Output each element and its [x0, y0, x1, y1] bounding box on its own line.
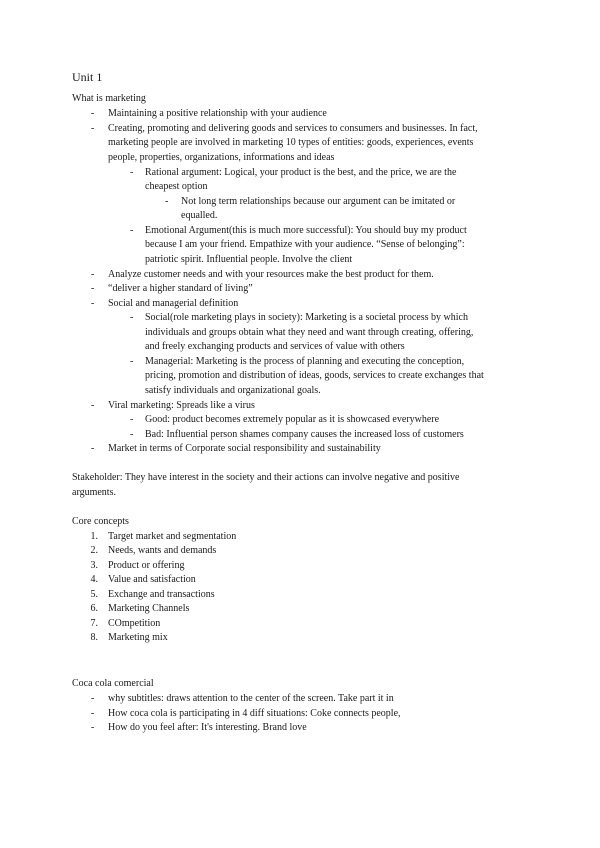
list-item: Exchange and transactions: [108, 589, 215, 600]
list-number: 6.: [90, 603, 98, 614]
bullet-dash: -: [130, 356, 134, 367]
list-item: Value and satisfaction: [108, 574, 196, 585]
list-item: Marketing Channels: [108, 603, 190, 614]
section-heading-what-is-marketing: What is marketing: [72, 93, 146, 104]
bullet-text: How coca cola is participating in 4 diff situations: Coke connects people,: [108, 708, 401, 719]
bullet-dash: -: [91, 283, 95, 294]
page-title: Unit 1: [72, 70, 103, 84]
bullet-dash: -: [165, 196, 169, 207]
bullet-dash: -: [91, 108, 95, 119]
bullet-text: pricing, promotion and distribution of ideas, goods, services to create exchanges that: [145, 370, 484, 381]
bullet-text: Bad: Influential person shames company causes the increased loss of customers: [145, 429, 464, 440]
list-number: 7.: [90, 618, 98, 629]
bullet-dash: -: [130, 414, 134, 425]
bullet-text: Analyze customer needs and with your resources make the best product for them.: [108, 269, 434, 280]
list-item: Target market and segmentation: [108, 531, 237, 542]
bullet-text: How do you feel after: It's interesting. Brand love: [108, 722, 307, 733]
section-heading-core-concepts: Core concepts: [72, 516, 129, 527]
bullet-dash: -: [91, 693, 95, 704]
bullet-text: Maintaining a positive relationship with your audience: [108, 108, 327, 119]
bullet-dash: -: [91, 269, 95, 280]
bullet-text: Market in terms of Corporate social responsibility and sustainability: [108, 443, 381, 454]
bullet-text: and freely exchanging products and services of value with others: [145, 341, 405, 352]
list-number: 3.: [90, 560, 98, 571]
bullet-dash: -: [130, 312, 134, 323]
bullet-text: Social(role marketing plays in society): Marketing is a societal process by which: [145, 312, 468, 323]
bullet-dash: -: [91, 123, 95, 134]
bullet-text: people, properties, organizations, informations and ideas: [108, 152, 335, 163]
bullet-dash: -: [130, 167, 134, 178]
bullet-dash: -: [91, 443, 95, 454]
list-number: 2.: [90, 545, 98, 556]
bullet-dash: -: [130, 429, 134, 440]
bullet-text: Emotional Argument(this is much more successful): You should buy my product: [145, 225, 467, 236]
list-number: 8.: [90, 632, 98, 643]
bullet-text: Social and managerial definition: [108, 298, 239, 309]
paragraph-stakeholder: arguments.: [72, 487, 116, 498]
list-number: 5.: [90, 589, 98, 600]
bullet-dash: -: [130, 225, 134, 236]
bullet-dash: -: [91, 298, 95, 309]
bullet-dash: -: [91, 708, 95, 719]
list-item: Marketing mix: [108, 632, 168, 643]
bullet-text: patriotic spirit. Influential people. Involve the client: [145, 254, 353, 265]
bullet-text: Viral marketing: Spreads like a virus: [108, 400, 255, 411]
list-item: Product or offering: [108, 560, 185, 571]
bullet-text: equalled.: [181, 210, 218, 221]
bullet-text: why subtitles: draws attention to the center of the screen. Take part it in: [108, 693, 394, 704]
list-item: Needs, wants and demands: [108, 545, 217, 556]
bullet-text: marketing people are involved in marketing 10 types of entities: goods, experiences, events: [108, 137, 474, 148]
bullet-text: because I am your friend. Empathize with your audience. “Sense of belonging”:: [145, 239, 465, 250]
bullet-text: Managerial: Marketing is the process of planning and executing the conception,: [145, 356, 465, 367]
bullet-text: cheapest option: [145, 181, 208, 192]
list-number: 4.: [90, 574, 98, 585]
bullet-text: satisfy individuals and organizational goals.: [145, 385, 321, 396]
list-item: COmpetition: [108, 618, 161, 629]
bullet-text: “deliver a higher standard of living”: [108, 283, 253, 294]
bullet-text: Rational argument: Logical, your product is the best, and the price, we are the: [145, 167, 457, 178]
bullet-text: Creating, promoting and delivering goods and services to consumers and businesses. In fact,: [108, 123, 478, 134]
paragraph-stakeholder: Stakeholder: They have interest in the society and their actions can involve negative and positive: [72, 472, 460, 483]
bullet-text: individuals and groups obtain what they need and want through creating, offering,: [145, 327, 474, 338]
bullet-text: Good: product becomes extremely popular as it is showcased everywhere: [145, 414, 440, 425]
bullet-text: Not long term relationships because our argument can be imitated or: [181, 196, 456, 207]
list-number: 1.: [90, 531, 98, 542]
section-heading-coca-cola: Coca cola comercial: [72, 678, 154, 689]
bullet-dash: -: [91, 400, 95, 411]
bullet-dash: -: [91, 722, 95, 733]
